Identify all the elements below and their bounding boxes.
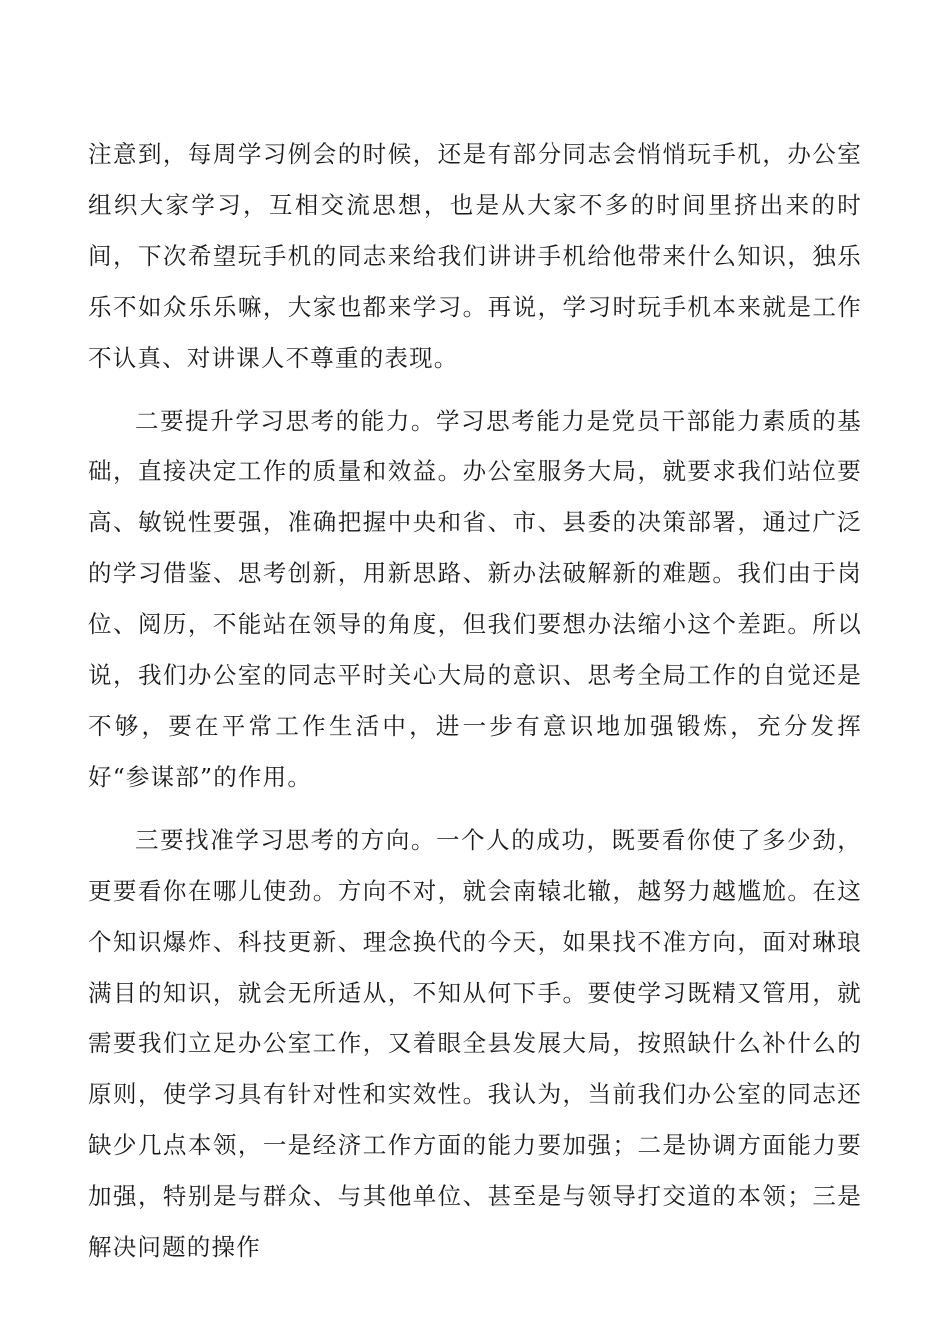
paragraph-third-point: 三要找准学习思考的方向。一个人的成功，既要看你使了多少劲，更要看你在哪儿使劲。方向不对，就会南辕北辙，越努力越尴尬。在这个知识爆炸、科技更新、理念换代的今天，如果找不准方向，面对琳琅满目的知识，就会无所适从，不知从何下手。要使学习既精又管用，就需要我们立足办公室工作，又着眼全县发展大局，按照缺什么补什么的原则，使学习具有针对性和实效性。我认为，当前我们办公室的同志还缺少几点本领，一是经济工作方面的能力要加强；二是协调方面能力要加强，特别是与群众、与其他单位、甚至是与领导打交道的本领；三是解决问题的操作 (88, 825, 862, 1262)
paragraph-second-point: 二要提升学习思考的能力。学习思考能力是党员干部能力素质的基础，直接决定工作的质量和效益。办公室服务大局，就要求我们站位要高、敏锐性要强，准确把握中央和省、市、县委的决策部署，通过广泛的学习借鉴、思考创新，用新思路、新办法破解新的难题。我们由于岗位、阅历，不能站在领导的角度，但我们要想办法缩小这个差距。所以说，我们办公室的同志平时关心大局的意识、思考全局工作的自觉还是不够，要在平常工作生活中，进一步有意识地加强锻炼，充分发挥好“参谋部”的作用。 (88, 406, 862, 791)
document-body (88, 129, 862, 1285)
paragraph-continuation: 注意到，每周学习例会的时候，还是有部分同志会悄悄玩手机，办公室组织大家学习，互相交流思想，也是从大家不多的时间里挤出来的时间，下次希望玩手机的同志来给我们讲讲手机给他带来什么知识，独乐乐不如众乐乐嘛，大家也都来学习。再说，学习时玩手机本来就是工作不认真、对讲课人不尊重的表现。 (88, 140, 862, 372)
